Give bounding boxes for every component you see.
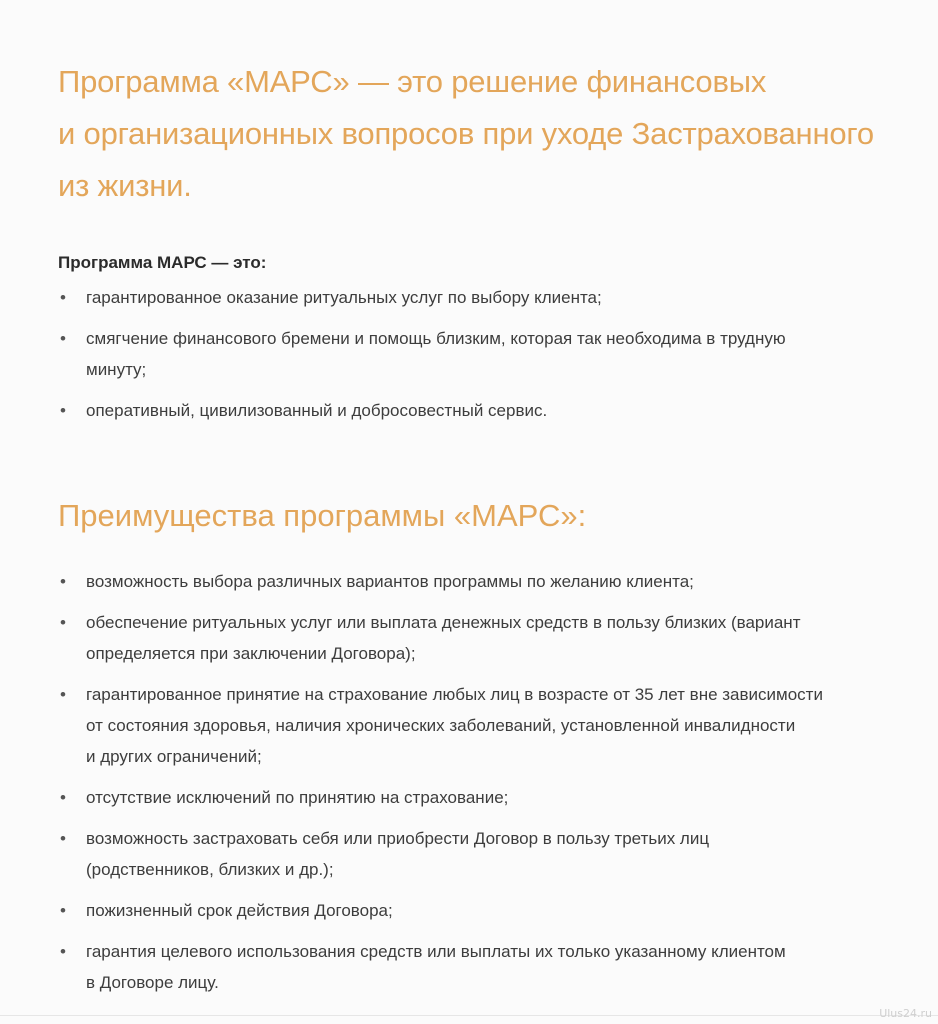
list-item: [58, 607, 878, 669]
list-item: [58, 823, 878, 885]
bullet-icon: •: [60, 288, 66, 307]
list-item: [58, 323, 878, 385]
list-item-text: пожизненный срок действия Договора;: [86, 901, 393, 920]
list-item-text: гарантированное оказание ритуальных услуг по выбору клиента;: [86, 288, 602, 307]
advantages-title: Преимущества программы «МАРС»:: [58, 498, 587, 533]
list-item-text: возможность выбора различных вариантов программы по желанию клиента;: [86, 572, 694, 591]
list-item-text: (родственников, близких и др.);: [86, 860, 334, 879]
list-item-text: минуту;: [86, 360, 147, 379]
list-item-text: оперативный, цивилизованный и добросовестный сервис.: [86, 401, 548, 420]
list-item-text: в Договоре лицу.: [86, 973, 219, 992]
list-item-text: гарантированное принятие на страхование любых лиц в возрасте от 35 лет вне зависимости: [86, 685, 823, 704]
main-headline: [58, 56, 878, 212]
scan-edge-divider: [0, 1015, 938, 1016]
list-item: [58, 282, 878, 313]
headline-line-2: и организационных вопросов при уходе Застрахованного: [58, 116, 874, 151]
bullet-icon: •: [60, 788, 66, 807]
bullet-icon: •: [60, 572, 66, 591]
bullet-icon: •: [60, 685, 66, 704]
list-item: [58, 895, 878, 926]
intro-subhead: Программа МАРС — это:: [58, 253, 267, 272]
headline-line-1: Программа «МАРС» — это решение финансовых: [58, 64, 767, 99]
list-item: [58, 395, 878, 426]
bullet-icon: •: [60, 613, 66, 632]
list-item-text: от состояния здоровья, наличия хронических заболеваний, установленной инвалидности: [86, 716, 796, 735]
list-item-text: отсутствие исключений по принятию на страхование;: [86, 788, 509, 807]
watermark: Ulus24.ru: [879, 1007, 932, 1020]
bullet-icon: •: [60, 329, 66, 348]
bullet-icon: •: [60, 942, 66, 961]
headline-line-3: из жизни.: [58, 168, 192, 203]
bullet-icon: •: [60, 829, 66, 848]
list-item-text: гарантия целевого использования средств или выплаты их только указанному клиентом: [86, 942, 786, 961]
advantages-list: [58, 566, 878, 998]
bullet-icon: •: [60, 401, 66, 420]
list-item: [58, 936, 878, 998]
list-item-text: определяется при заключении Договора);: [86, 644, 416, 663]
list-item: [58, 782, 878, 813]
intro-list: [58, 282, 878, 426]
list-item-text: смягчение финансового бремени и помощь близким, которая так необходима в трудную: [86, 329, 786, 348]
list-item: [58, 566, 878, 597]
list-item-text: и других ограничений;: [86, 747, 262, 766]
bullet-icon: •: [60, 901, 66, 920]
list-item: [58, 679, 878, 772]
list-item-text: возможность застраховать себя или приобрести Договор в пользу третьих лиц: [86, 829, 710, 848]
list-item-text: обеспечение ритуальных услуг или выплата денежных средств в пользу близких (вариант: [86, 613, 801, 632]
